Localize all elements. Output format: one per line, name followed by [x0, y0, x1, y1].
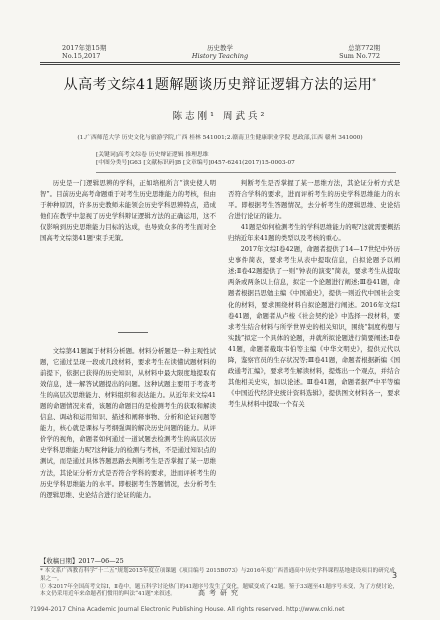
footnote-rule — [40, 566, 160, 567]
article-keywords: [关键词]高考文综卷 历史辩证逻辑 推理思维 — [96, 152, 209, 158]
header-journal — [170, 44, 270, 60]
right-column — [228, 178, 400, 556]
footer-copyright: ?1994-2017 China Academic Journal Electronic Publishing House. All rights reserved. http://www.cnki.net — [30, 606, 345, 613]
title-footnote-mark: * — [372, 77, 377, 86]
article-meta — [96, 152, 396, 167]
header-issue-en: No.15,2017 — [62, 52, 101, 60]
accept-date: 【收稿日期】2017—06—25 — [40, 557, 124, 565]
article-title-text: 从高考文综41题解题谈历史辩证逻辑方法的运用 — [63, 77, 373, 93]
left-paragraph-analysis: 文综第41题属于材料分析题。材料分析题是一种主观性试题，它通过呈现一段或几段材料，要求考生在读懂试题材料的前提下，依据已获得的历史知识，从材料中最大限度地提取有效信息，进一解答试题提出的问题。这种试题主要用于考查考生的高层次思维能力、材料组织和表达能力。从近年来文综41题的命题情况来看，该题的命题目的是检测考生的获取和解读信息、调动和运用知识、描述和阐释事物、分析和论证问题等能力，核心就是课标与考纲强调的解决历史问题的能力。从评价学的视角，命题者如何通过一道试题去检测考生的高层次历史学科思维能力呢?这种能力的检测与考核，不是通过知识点的测试，而是通过具体答题思路去判断考生是否掌握了某一思维方法，其论证分析方式是否符合学科的要求，进而评析考生的历史学科思维能力的水平。即根据考生答题情况，去分析考生的逻辑思维、史论结合进行论证的能力。 — [40, 347, 216, 499]
header-issue — [62, 44, 106, 60]
header-journal-en: History Teaching — [191, 52, 249, 60]
article-classification: [中图分类号]G63 [文献标识码]B [文章编号]0457-6241(2017)15-0003-07 — [96, 159, 295, 166]
meta-rule — [96, 172, 396, 173]
header-sum-cn: 总第772期 — [348, 44, 380, 52]
left-column-top — [40, 178, 216, 326]
footnote-1: ① 本2017年全国高考文综Ⅰ，Ⅱ卷中，题五科学讨论热门的41题序号发生了变化，题赋变成了42题。鉴于33题至41题序号未变，为了方便讨论，本文仍采用近年来命题者们惯用的叫法“41题”来叙述。 — [40, 583, 399, 598]
footnote-fund: * 本文系广西教育科学“十二五”规划2015年度立项课题《项目编号 2015B073》与2016年度广西普通高中历史学科课程基地建设项目的研究成果之一。 — [40, 568, 395, 582]
left-column-bottom — [40, 346, 216, 556]
header-issue-cn: 2017年第15期 — [62, 44, 107, 52]
page-number: 3 — [392, 571, 398, 580]
article-title — [40, 74, 400, 94]
section-break — [118, 332, 148, 333]
header-sum — [320, 44, 380, 60]
article-authors: 陈志刚¹ 周武兵² — [172, 111, 268, 122]
header-rule-thin — [40, 64, 400, 65]
footer-magazine: 高考研究 — [198, 589, 242, 597]
right-paragraph-1: 判断考生是否掌握了某一思维方法，其论证分析方式是否符合学科的要求，进而评析考生的历史学科思维能力的水平。即根据考生答题情况，去分析考生的逻辑思维、史论结合进行论证的能力。 — [228, 179, 400, 221]
right-paragraph-2: 41题是如何检测考生的学科思维能力的呢?这就需要概括归纳近年来41题的类型以及考核的重心。 — [228, 223, 400, 243]
header-rule — [40, 62, 400, 63]
header-journal-cn: 历史教学 — [207, 44, 233, 52]
right-paragraph-3: 2017年文综Ⅰ卷42题，命题者提供了14—17世纪中外历史事件简表，要求考生从表中提取信息，自拟论题予以阐述;Ⅱ卷42题提供了一则“钟表的演变”简表，要求考生从提取两条或两条以上信息，拟定一个论题进行阐述;Ⅲ卷41题，命题者根据吕思勉主编《中国通史》，提供一则近代中国社会变化的材料，要求围绕材料自拟论题进行阐述。2016年文综Ⅰ卷41题，命题者从卢梭《社会契约论》中选择一段材料，要求考生结合材料与所学世界史的相关知识，围绕“制度构想与实践”拟定一个具体的论题，并就所拟论题进行简要阐述;Ⅱ卷41题，命题者截取韦伯等主编《中华文明史》，提供元代以降，鉴察官员的生存状况等;Ⅲ卷41题，命题者根据新编《国政通考汇编》，要求考生解读材料，提炼出一个观点，并结合其他相关史实，加以论述。Ⅲ卷41题，命题者据严中平等编《中国近代经济史统计资料选辑》，提供图文材料各一，要求考生从材料中提取一个有关 — [228, 245, 400, 408]
article-affiliation: (1.广西师范大学 历史文化与旅游学院,广西 桂林 541001;2.赣南卫生健康职业学院 思政部,江西 赣州 341000) — [77, 135, 363, 141]
header-sum-en: Sum No.772 — [339, 52, 380, 60]
left-paragraph-intro: 历史是一门逻辑思辨的学科，正如培根所言“读史使人明智”。目前历史高考命题重于对考生历史思维能力的考核，但由于种种原因，许多历史教师未能领会历史学科思辨特点，造成他们在教学中忽视了历史学科辩证逻辑方法的正确运用，这不仅影响到历史思维能力目标的达成，也导致众多的考生面对全国高考文综第41题¹束手无策。 — [40, 179, 216, 243]
